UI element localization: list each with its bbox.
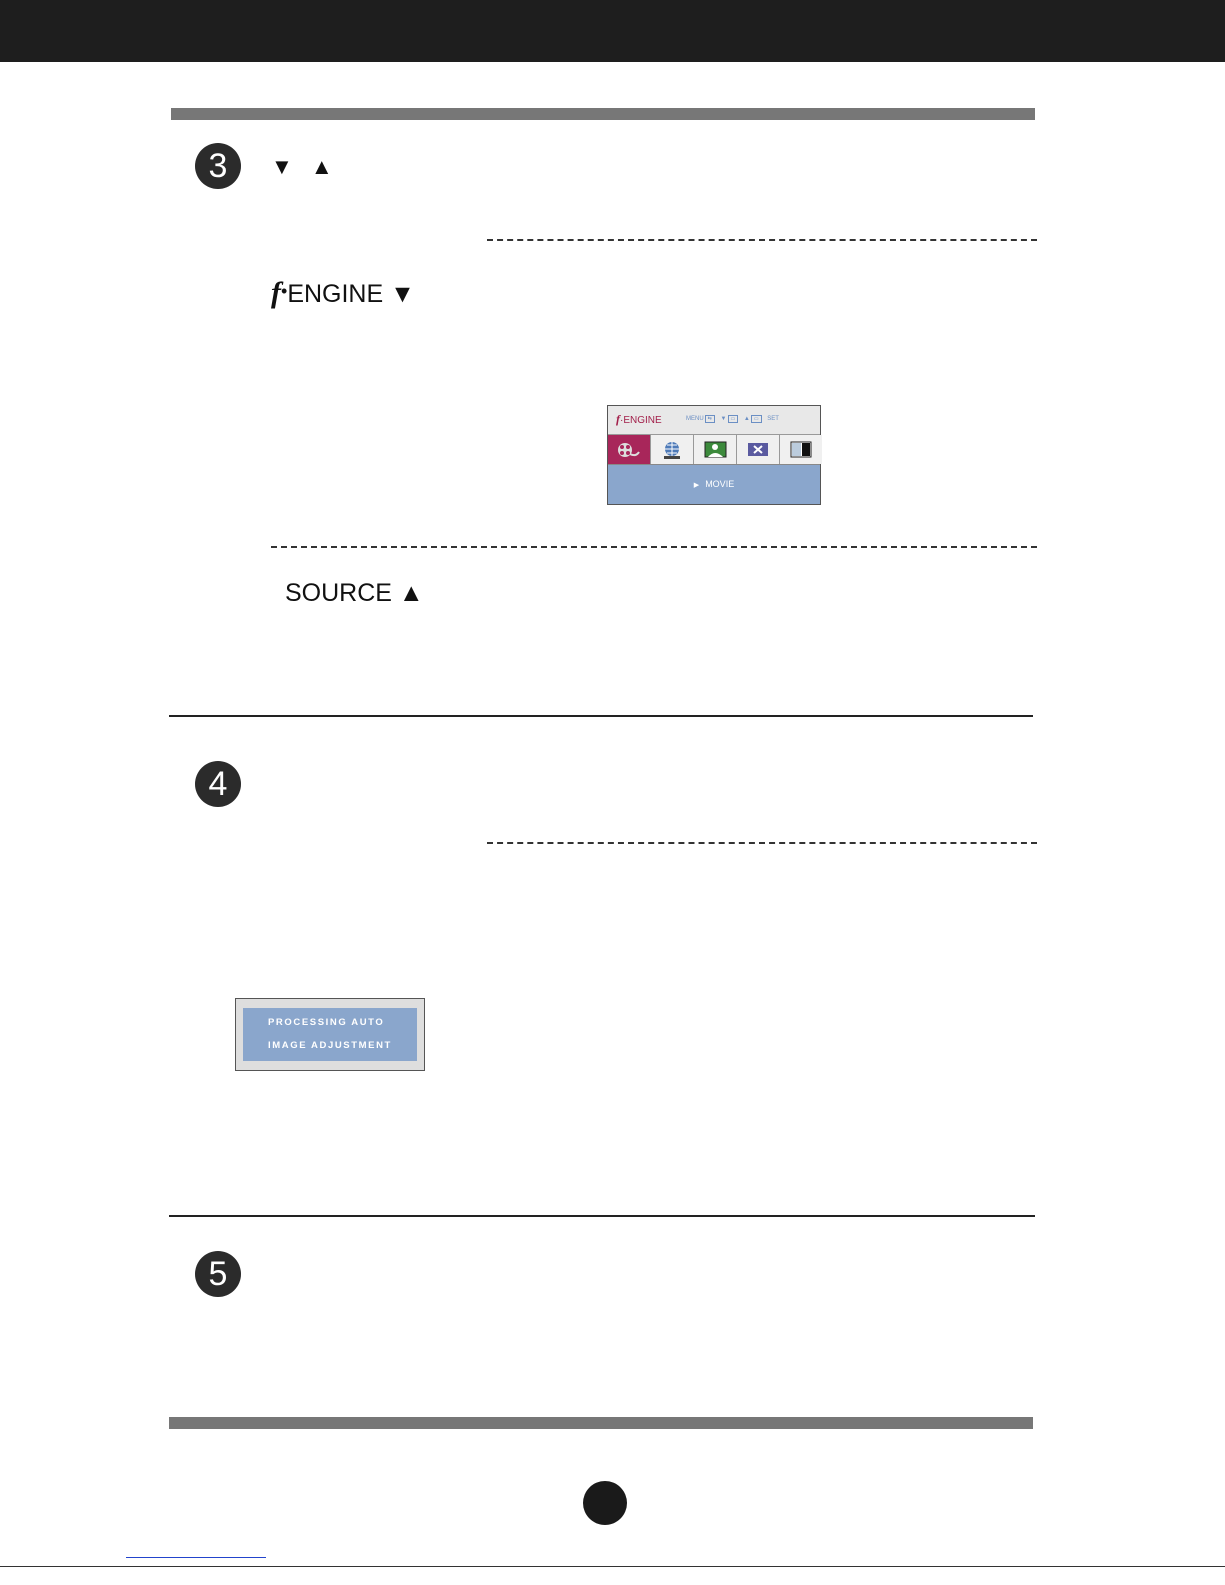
osd-key-hints — [686, 415, 779, 423]
osd-mode-photo[interactable] — [694, 435, 737, 464]
header-bar — [0, 0, 1225, 62]
dashed-divider-3 — [487, 842, 1037, 844]
fengine-dot: • — [281, 281, 288, 301]
fengine-text: ENGINE ▼ — [287, 280, 415, 308]
osd-mode-normal[interactable] — [737, 435, 780, 464]
play-arrow-icon: ▶ — [693, 482, 700, 489]
section-divider-2 — [169, 1215, 1035, 1217]
osd-selected-mode-label: MOVIE — [705, 479, 735, 489]
osd-header — [608, 406, 820, 435]
osd-mode-movie[interactable] — [608, 435, 651, 464]
processing-line-1: PROCESSING AUTO — [268, 1017, 385, 1028]
internet-icon — [651, 435, 693, 464]
source-key-label: SOURCE ▲ — [285, 579, 424, 607]
osd-key-up: ▲ — [743, 416, 750, 422]
osd-key-down-box: ▭ — [728, 415, 739, 423]
footer-rule — [0, 1566, 1225, 1567]
photo-icon — [694, 435, 736, 464]
dashed-divider-2 — [271, 546, 1037, 548]
page-number-badge — [583, 1481, 627, 1525]
fengine-osd-window — [607, 405, 821, 505]
nav-arrow-buttons: ▼ ▲ — [271, 154, 339, 179]
osd-title — [616, 412, 662, 427]
top-section-bar — [171, 108, 1035, 120]
osd-mode-user[interactable] — [780, 435, 822, 464]
osd-title-f: f — [616, 412, 620, 426]
user-icon — [780, 435, 822, 464]
osd-key-set: SET — [767, 416, 779, 422]
osd-mode-panel — [608, 465, 820, 504]
step-5-number: 5 — [208, 1255, 228, 1293]
dashed-divider — [487, 239, 1037, 241]
osd-key-down: ▼ — [720, 416, 727, 422]
step-4-number: 4 — [208, 765, 228, 803]
osd-selected-mode — [608, 479, 820, 489]
bottom-section-bar — [169, 1417, 1033, 1429]
osd-key-menu-box: ⇆ — [705, 415, 715, 423]
fengine-f-glyph: f — [271, 276, 281, 309]
step-4-badge — [195, 761, 241, 807]
osd-key-menu: MENU — [686, 416, 704, 422]
processing-line-2: IMAGE ADJUSTMENT — [268, 1040, 392, 1051]
fengine-key-label — [271, 276, 415, 309]
movie-icon — [608, 435, 650, 464]
processing-dialog — [235, 998, 425, 1071]
processing-panel — [243, 1008, 417, 1061]
step-5-badge — [195, 1251, 241, 1297]
osd-key-up-box: ▭ — [751, 415, 762, 423]
osd-mode-internet[interactable] — [651, 435, 694, 464]
osd-title-text: ·ENGINE — [620, 415, 662, 426]
osd-mode-icons — [608, 435, 820, 465]
section-divider-1 — [169, 715, 1033, 717]
step-3-badge — [195, 143, 241, 189]
step-3-number: 3 — [208, 147, 228, 185]
footer-link-underline[interactable] — [126, 1557, 266, 1558]
cancel-icon — [737, 435, 779, 464]
